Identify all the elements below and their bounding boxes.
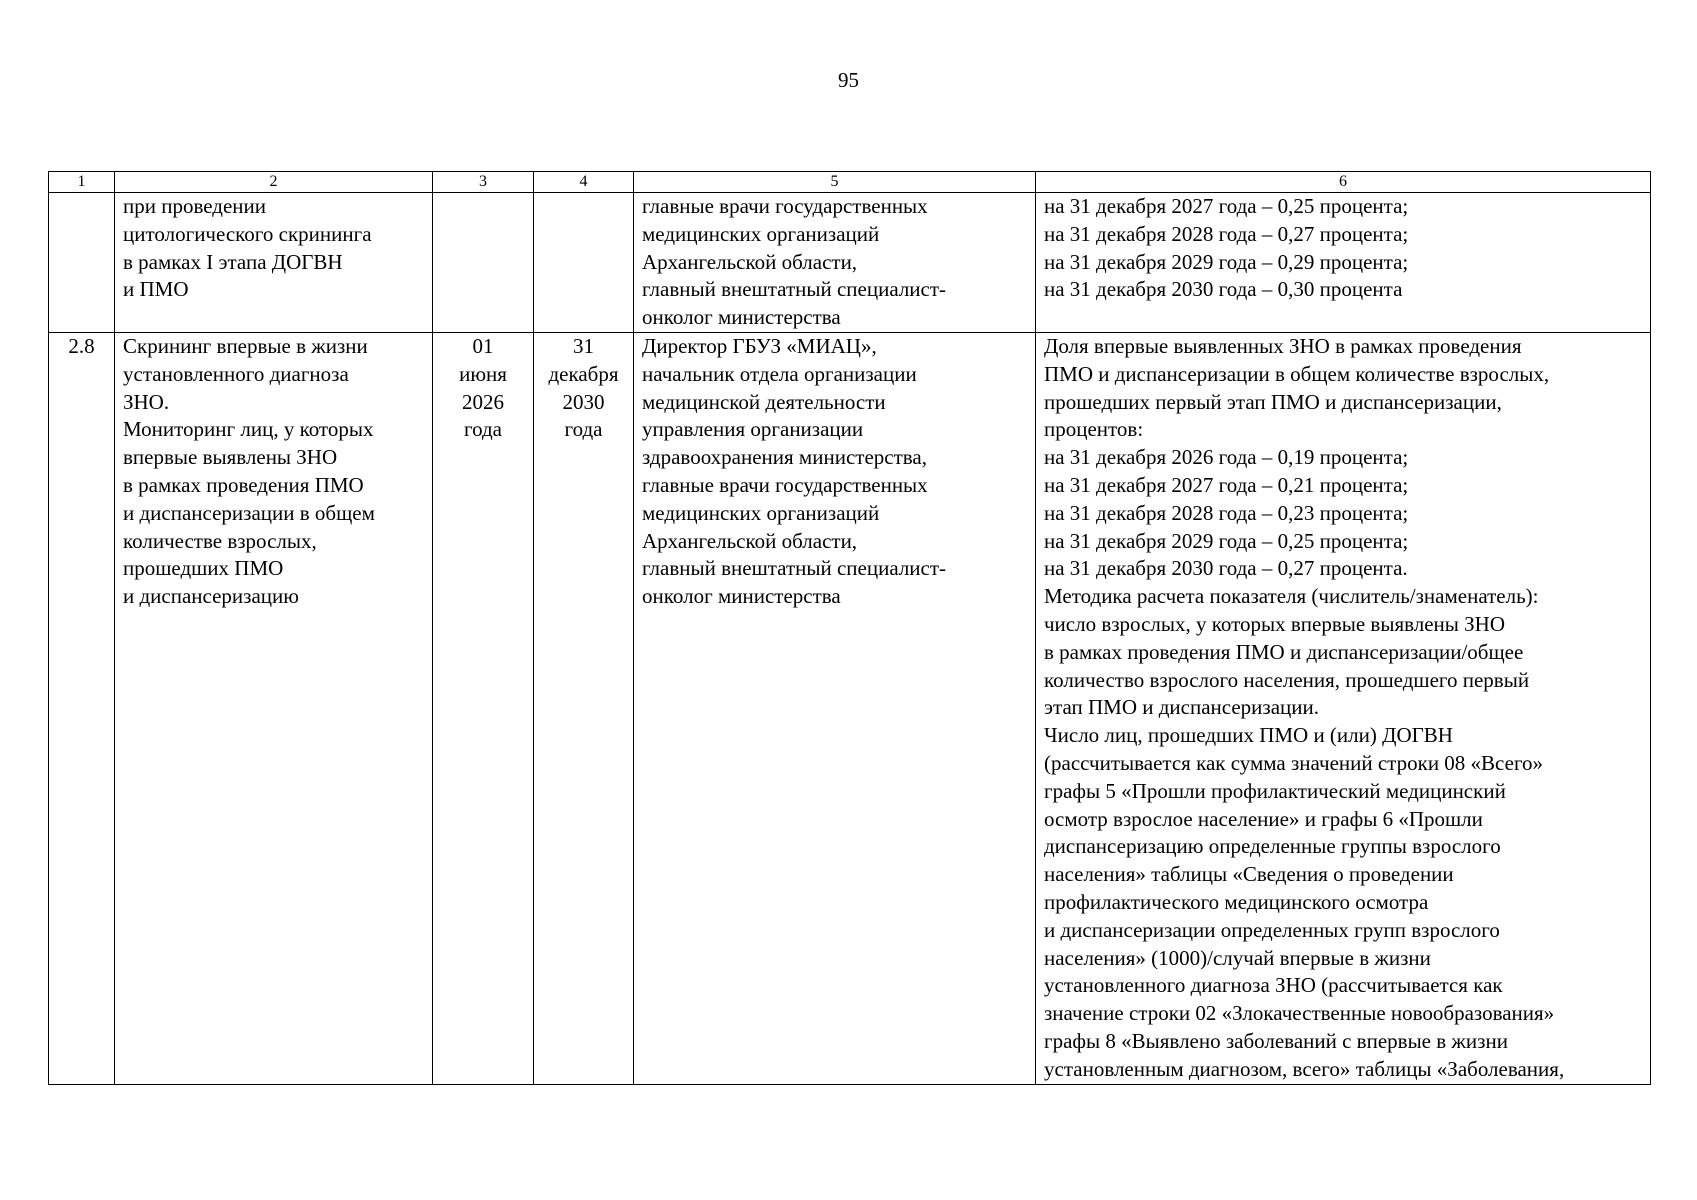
column-header: 2 [115, 172, 433, 193]
page-number: 95 [838, 68, 859, 92]
table-row [49, 193, 1651, 333]
cell-number [49, 193, 115, 333]
table-row [49, 332, 1651, 1084]
column-header: 5 [634, 172, 1036, 193]
cell-start-date: 01 июня 2026 года [433, 332, 534, 1084]
cell-end-date [534, 193, 634, 333]
cell-measure-name: при проведении цитологического скрининга в рамках I этапа ДОГВН и ПМО [115, 193, 433, 333]
cell-responsible: главные врачи государственных медицинских организаций Архангельской области, главный внештатный специалист- онколог министерства [634, 193, 1036, 333]
cell-responsible: Директор ГБУЗ «МИАЦ», начальник отдела организации медицинской деятельности управления организации здравоохранения министерства, главные врачи государственных медицинских организаций Архангельской области, главный внештатный специалист- онколог министерства [634, 332, 1036, 1084]
table-header-row [49, 172, 1651, 193]
cell-number: 2.8 [49, 332, 115, 1084]
cell-end-date: 31 декабря 2030 года [534, 332, 634, 1084]
cell-indicator: на 31 декабря 2027 года – 0,25 процента; на 31 декабря 2028 года – 0,27 процента; на 31 декабря 2029 года – 0,29 процента; на 31 декабря 2030 года – 0,30 процента [1036, 193, 1651, 333]
column-header: 6 [1036, 172, 1651, 193]
cell-start-date [433, 193, 534, 333]
cell-measure-name: Скрининг впервые в жизни установленного диагноза ЗНО. Мониторинг лиц, у которых впервые выявлены ЗНО в рамках проведения ПМО и диспансеризации в общем количестве взрослых, прошедших ПМО и диспансеризацию [115, 332, 433, 1084]
measures-table [48, 171, 1651, 1085]
column-header: 1 [49, 172, 115, 193]
column-header: 4 [534, 172, 634, 193]
column-header: 3 [433, 172, 534, 193]
cell-indicator: Доля впервые выявленных ЗНО в рамках проведения ПМО и диспансеризации в общем количестве взрослых, прошедших первый этап ПМО и диспансеризации, процентов: на 31 декабря 2026 года – 0,19 процента; на 31 декабря 2027 года – 0,21 процента; на 31 декабря 2028 года – 0,23 процента; на 31 декабря 2029 года – 0,25 процента; на 31 декабря 2030 года – 0,27 процента. Методика расчета показателя (числитель/знаменатель): число взрослых, у которых впервые выявлены ЗНО в рамках проведения ПМО и диспансеризации/общее количество взрослого населения, прошедшего первый этап ПМО и диспансеризации. Число лиц, прошедших ПМО и (или) ДОГВН (рассчитывается как сумма значений строки 08 «Всего» графы 5 «Прошли профилактический медицинский осмотр взрослое население» и графы 6 «Прошли диспансеризацию определенные группы взрослого населения» таблицы «Сведения о проведении профилактического медицинского осмотра и диспансеризации определенных групп взрослого населения» (1000)/случай впервые в жизни установленного диагноза ЗНО (рассчитывается как значение строки 02 «Злокачественные новообразования» графы 8 «Выявлено заболеваний с впервые в жизни установленным диагнозом, всего» таблицы «Заболевания, [1036, 332, 1651, 1084]
